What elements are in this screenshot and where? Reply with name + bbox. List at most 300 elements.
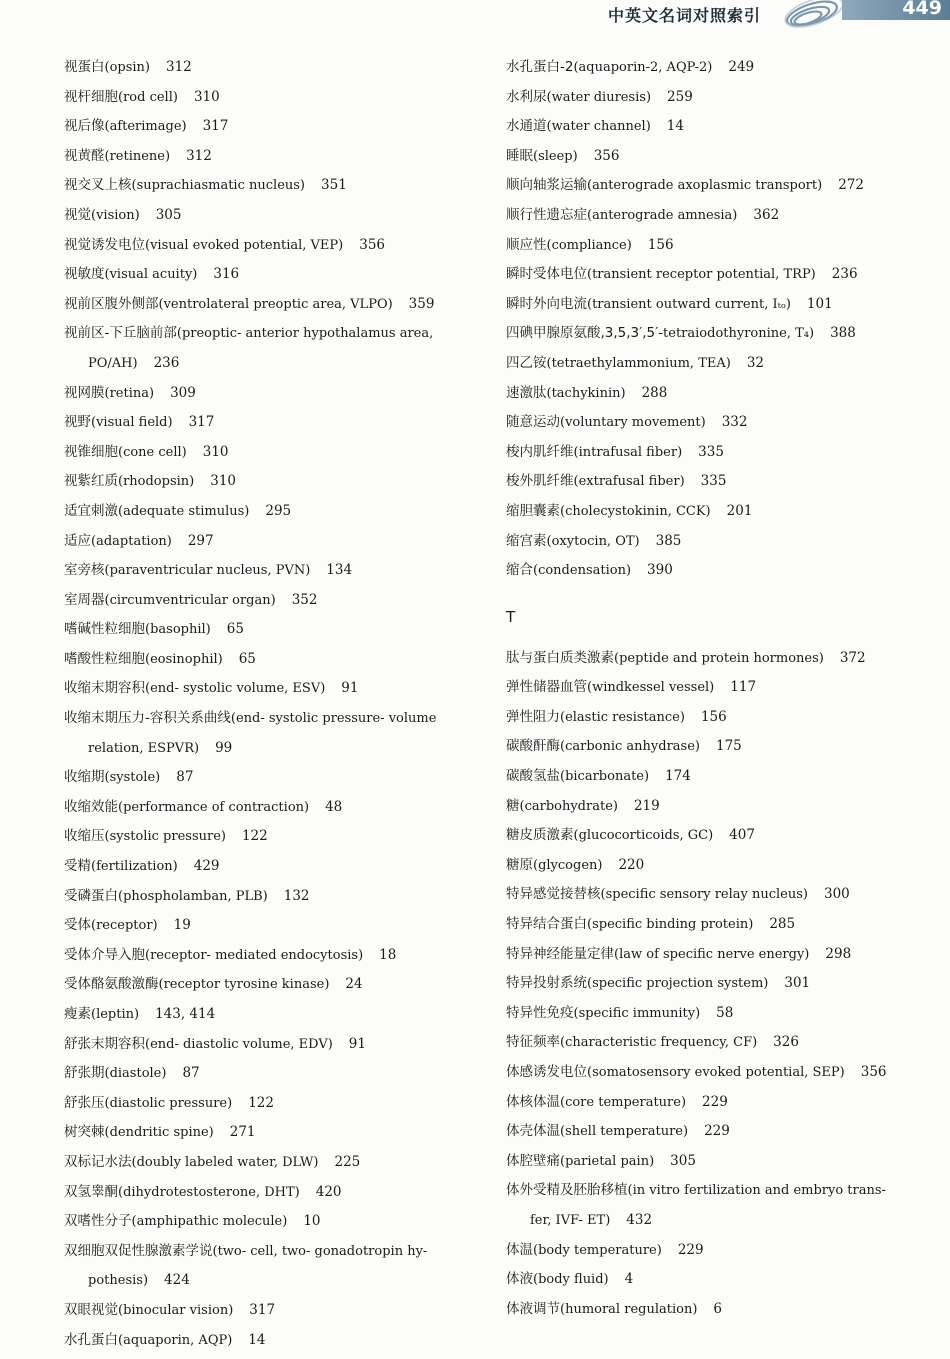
- entry-term-zh: 水孔蛋白: [64, 1331, 118, 1348]
- entry-page-number: 19: [173, 917, 191, 934]
- entry-page-number: 32: [746, 354, 765, 371]
- entry-term-zh: 舒张压: [64, 1094, 105, 1111]
- entry-term-zh: 嗜碱性粒细胞: [64, 621, 145, 638]
- entry-term-zh: 弹性阻力: [506, 708, 560, 725]
- index-entry: [64, 53, 489, 83]
- entry-page-number: 271: [229, 1124, 256, 1141]
- entry-page-number: 356: [593, 147, 620, 164]
- entry-term-zh: 水孔蛋白-2: [506, 59, 574, 75]
- index-entry: [64, 379, 489, 409]
- entry-term-en: (ventrolateral preoptic area, VLPO): [158, 296, 393, 312]
- entry-term-en: (dendritic spine): [104, 1125, 214, 1141]
- entry-term-zh: 室旁核: [64, 562, 105, 579]
- entry-page-number: 390: [647, 562, 673, 579]
- index-entry: [506, 349, 926, 379]
- entry-term-zh: 收缩效能: [64, 798, 118, 815]
- entry-page-number: 305: [155, 206, 182, 223]
- entry-page-number: 122: [248, 1094, 274, 1111]
- entry-term-zh: 特异神经能量定律: [506, 945, 614, 962]
- entry-continuation: [506, 1206, 926, 1236]
- entry-term-en: (somatosensory evoked potential, SEP): [587, 1065, 845, 1080]
- entry-term-zh: 适应: [64, 532, 91, 549]
- index-entry: [64, 1118, 489, 1148]
- entry-term-en: (receptor): [91, 918, 158, 934]
- entry-term-en: (vision): [91, 207, 140, 223]
- entry-term-zh: 双氢睾酮: [64, 1183, 118, 1200]
- entry-term-en: (diastole): [104, 1066, 167, 1082]
- entry-page-number: 174: [665, 768, 691, 785]
- entry-term-zh: 收缩压: [64, 828, 105, 845]
- entry-term-en: (performance of contraction): [118, 799, 310, 815]
- entry-term-en: (extrafusal fiber): [573, 474, 685, 490]
- entry-page-number: 310: [193, 88, 220, 105]
- entry-term-zh: 视锥细胞: [64, 443, 118, 460]
- index-entry: [506, 969, 926, 999]
- entry-page-number: 229: [677, 1241, 704, 1258]
- index-entry: [64, 1207, 489, 1237]
- entry-page-number: 317: [188, 414, 215, 431]
- entry-term-en: (oxytocin, OT): [546, 533, 640, 549]
- entry-continuation: [64, 1266, 489, 1296]
- entry-page-number: 288: [641, 384, 668, 401]
- index-entry: [64, 467, 489, 497]
- index-entry: [506, 497, 926, 527]
- entry-term-en: (shell temperature): [560, 1124, 689, 1140]
- entry-page-number: 424: [164, 1272, 190, 1289]
- entry-term-en-continued: PO/AH): [88, 355, 138, 371]
- index-entry: [64, 882, 489, 912]
- entry-term-zh: 缩胆囊素: [506, 502, 560, 519]
- entry-page-number: 117: [730, 679, 757, 696]
- entry-term-en: (intrafusal fiber): [573, 444, 683, 460]
- entry-term-en: (eosinophil): [145, 651, 223, 667]
- entry-term-en: (paraventricular nucleus, PVN): [104, 563, 311, 579]
- entry-term-en-continued: pothesis): [88, 1273, 149, 1289]
- entry-term-en: (anterograde amnesia): [587, 207, 738, 223]
- entry-term-en: (water channel): [546, 119, 651, 135]
- index-entry: [506, 527, 926, 557]
- index-entry: [506, 1176, 926, 1235]
- entry-term-zh: 速激肽: [506, 384, 547, 401]
- index-entry: [506, 142, 926, 172]
- entry-page-number: 134: [326, 562, 353, 579]
- entry-page-number: 156: [647, 236, 674, 253]
- index-entry: [506, 171, 926, 201]
- index-entry: [506, 1117, 926, 1147]
- entry-term-zh: 体外受精及胚胎移植: [506, 1182, 628, 1199]
- entry-term-en: (visual evoked potential, VEP): [145, 237, 344, 253]
- entry-term-en: (water diuresis): [546, 89, 652, 105]
- entry-term-en: (systolic pressure): [104, 829, 226, 845]
- entry-term-en: (receptor- mediated endocytosis): [145, 947, 364, 963]
- entry-term-zh: 舒张期: [64, 1065, 105, 1082]
- entry-term-en: (carbonic anhydrase): [560, 739, 700, 755]
- entry-page-number: 297: [187, 532, 214, 549]
- entry-continuation: [64, 349, 489, 379]
- index-entry: [64, 911, 489, 941]
- index-entry: [64, 941, 489, 971]
- entry-term-en: (law of specific nerve energy): [614, 946, 810, 962]
- entry-page-number: 225: [334, 1153, 361, 1170]
- entry-term-en: (suprachiasmatic nucleus): [131, 178, 306, 194]
- entry-page-number: 99: [215, 739, 233, 756]
- entry-term-en: (body fluid): [533, 1272, 609, 1288]
- entry-term-zh: 收缩末期压力-容积关系曲线: [64, 710, 231, 727]
- entry-term-en: (cholecystokinin, CCK): [560, 503, 711, 519]
- entry-term-en: (humoral regulation): [560, 1301, 698, 1317]
- entry-term-en: (bicarbonate): [560, 769, 650, 785]
- entry-term-en: (body temperature): [533, 1242, 662, 1258]
- entry-term-zh: 体壳体温: [506, 1123, 560, 1140]
- index-entry: [506, 1028, 926, 1058]
- entry-term-zh: 视杆细胞: [64, 88, 118, 105]
- index-entry: [64, 970, 489, 1000]
- entry-page-number: 332: [721, 414, 748, 431]
- entry-term-zh: 视后像: [64, 118, 105, 135]
- entry-term-en: (specific immunity): [573, 1005, 701, 1021]
- index-entry: [506, 673, 926, 703]
- index-entry: [506, 792, 926, 822]
- entry-term-en: (cone cell): [118, 444, 187, 460]
- entry-term-zh: 体核体温: [506, 1093, 560, 1110]
- entry-term-zh: 随意运动: [506, 414, 560, 431]
- entry-term-zh: 碳酸酐酶: [506, 738, 560, 755]
- entry-term-en: (binocular vision): [118, 1302, 234, 1318]
- index-entry: [64, 1178, 489, 1208]
- entry-term-zh: 受体介导入胞: [64, 946, 145, 963]
- entry-page-number: 352: [291, 591, 318, 608]
- index-entry: [506, 201, 926, 231]
- entry-page-number: 388: [830, 325, 856, 342]
- entry-page-number: 65: [226, 621, 244, 638]
- entry-term-en: (visual acuity): [104, 267, 198, 283]
- entry-page-number: 429: [193, 858, 220, 875]
- entry-term-en-continued: relation, ESPVR): [88, 740, 200, 756]
- entry-term-en: (core temperature): [560, 1094, 687, 1110]
- entry-page-number: 122: [241, 828, 268, 845]
- entry-page-number: 335: [700, 473, 727, 490]
- entry-term-en: (tetraethylammonium, TEA): [546, 355, 731, 371]
- entry-term-zh: 肽与蛋白质类激素: [506, 649, 614, 666]
- entry-term-zh: 受体: [64, 917, 91, 934]
- entry-term-zh: 受磷蛋白: [64, 887, 118, 904]
- entry-term-en: (parietal pain): [560, 1153, 655, 1169]
- entry-page-number: 309: [170, 384, 196, 401]
- index-entry: [506, 880, 926, 910]
- entry-term-en: (windkessel vessel): [587, 680, 715, 696]
- entry-term-zh: 视野: [64, 414, 91, 431]
- entry-page-number: 10: [303, 1213, 321, 1230]
- entry-page-number: 351: [321, 177, 347, 194]
- index-entry: [64, 793, 489, 823]
- entry-page-number: 175: [715, 738, 742, 755]
- swirl-logo-icon: [772, 0, 842, 36]
- entry-term-en: (transient outward current, Iₜₒ): [587, 296, 791, 312]
- index-entry: [64, 438, 489, 468]
- index-entry: [506, 1236, 926, 1266]
- entry-page-number: 356: [860, 1064, 887, 1080]
- entry-page-number: 420: [315, 1183, 342, 1200]
- index-entry: [506, 290, 926, 320]
- entry-page-number: 305: [670, 1152, 696, 1169]
- index-entry: [506, 851, 926, 881]
- entry-term-en: (circumventricular organ): [104, 592, 276, 608]
- index-entry: [64, 319, 489, 378]
- entry-term-zh: 特异性免疫: [506, 1004, 574, 1021]
- entry-term-en: (receptor tyrosine kinase): [158, 977, 330, 993]
- entry-term-zh: 特异感觉接替核: [506, 886, 601, 903]
- entry-page-number: 249: [728, 59, 755, 75]
- entry-term-zh: 碳酸氢盐: [506, 768, 560, 785]
- entry-page-number: 132: [283, 887, 310, 904]
- entry-term-zh: 四碘甲腺原氨酸,3,5,3′,5′-: [506, 325, 664, 342]
- entry-page-number: 4: [624, 1271, 634, 1288]
- entry-term-zh: 视觉: [64, 206, 91, 223]
- entry-term-zh: 缩宫素: [506, 532, 547, 549]
- entry-term-en: (rhodopsin): [118, 474, 195, 490]
- index-entry: [64, 497, 489, 527]
- entry-term-zh: 双细胞双促性腺激素学说: [64, 1242, 213, 1259]
- index-entry: [506, 53, 926, 83]
- index-entry: [64, 704, 489, 763]
- entry-term-zh: 瞬时外向电流: [506, 295, 587, 312]
- index-entry: [64, 83, 489, 113]
- entry-term-zh: 四乙铵: [506, 354, 547, 371]
- index-entry: [64, 674, 489, 704]
- entry-page-number: 310: [202, 443, 229, 460]
- index-entry: [64, 260, 489, 290]
- index-entry: [506, 703, 926, 733]
- entry-page-number: 285: [769, 916, 796, 933]
- entry-page-number: 24: [345, 976, 363, 993]
- entry-term-en: tetraiodothyronine, T₄): [663, 326, 815, 342]
- entry-term-en: (peptide and protein hormones): [614, 650, 824, 666]
- entry-term-en: (carbohydrate): [519, 798, 618, 814]
- entry-term-en: (specific sensory relay nucleus): [600, 887, 808, 903]
- index-entry: [506, 319, 926, 349]
- entry-term-zh: 收缩期: [64, 769, 105, 786]
- index-entry: [64, 171, 489, 201]
- index-entry: [64, 645, 489, 675]
- entry-page-number: 14: [248, 1331, 266, 1348]
- entry-term-en: (aquaporin-2, AQP-2): [573, 60, 713, 75]
- entry-term-en: (in vitro fertilization and embryo trans-: [627, 1183, 886, 1199]
- index-entry: [506, 379, 926, 409]
- index-entry: [506, 260, 926, 290]
- entry-term-zh: 水利尿: [506, 88, 547, 105]
- entry-page-number: 236: [153, 354, 180, 371]
- entry-page-number: 201: [726, 502, 753, 519]
- entry-term-en: (sleep): [533, 148, 578, 164]
- right-column: [506, 53, 926, 1324]
- entry-term-en: (systole): [104, 770, 161, 786]
- entry-page-number: 335: [698, 443, 724, 460]
- entry-term-en: (afterimage): [104, 119, 187, 135]
- entry-term-zh: 糖皮质激素: [506, 827, 574, 844]
- entry-term-en: (compliance): [546, 237, 632, 253]
- entry-term-en: (tachykinin): [546, 385, 626, 401]
- index-entry: [64, 1030, 489, 1060]
- entry-page-number: 372: [839, 649, 866, 666]
- entry-term-en: (elastic resistance): [560, 709, 685, 725]
- entry-term-en: (rod cell): [118, 89, 178, 105]
- entry-term-en: (aquaporin, AQP): [118, 1332, 233, 1348]
- entry-term-zh: 梭外肌纤维: [506, 473, 574, 490]
- entry-term-zh: 视网膜: [64, 384, 105, 401]
- index-entry: [64, 290, 489, 320]
- entry-term-zh: 糖原: [506, 856, 533, 873]
- entry-page-number: 312: [166, 59, 192, 75]
- entry-term-zh: 水通道: [506, 118, 547, 135]
- index-entry: [506, 231, 926, 261]
- index-entry: [506, 1088, 926, 1118]
- entry-term-zh: 顺行性遗忘症: [506, 206, 587, 223]
- entry-term-en: (characteristic frequency, CF): [560, 1035, 758, 1051]
- index-entry: [64, 1326, 489, 1356]
- entry-term-en-continued: fer, IVF- ET): [530, 1212, 611, 1228]
- left-column: [64, 53, 489, 1355]
- entry-page-number: 385: [655, 532, 682, 549]
- page-number: 449: [902, 0, 942, 19]
- index-entry: [506, 438, 926, 468]
- entry-term-en: (basophil): [145, 622, 211, 638]
- entry-page-number: 91: [348, 1035, 366, 1052]
- header-title: 中英文名词对照索引: [608, 6, 762, 25]
- entry-term-en: (diastolic pressure): [104, 1095, 233, 1111]
- entry-page-number: 310: [210, 473, 237, 490]
- entry-term-zh: 体液调节: [506, 1300, 560, 1317]
- index-entry: [506, 910, 926, 940]
- entry-term-en: (doubly labeled water, DLW): [131, 1154, 319, 1170]
- index-entry: [64, 763, 489, 793]
- entry-page-number: 316: [213, 266, 240, 283]
- entry-page-number: 229: [702, 1093, 728, 1110]
- index-entry: [64, 1296, 489, 1326]
- entry-term-zh: 体温: [506, 1241, 533, 1258]
- entry-page-number: 359: [408, 295, 435, 312]
- index-entry: [64, 586, 489, 616]
- index-entry: [506, 1147, 926, 1177]
- index-entry: [64, 527, 489, 557]
- entry-term-en: (visual field): [91, 415, 173, 431]
- entry-term-zh: 双眼视觉: [64, 1301, 118, 1318]
- entry-term-en: (retina): [104, 385, 155, 401]
- entry-term-zh: 视觉诱发电位: [64, 236, 145, 253]
- entry-term-zh: 特异投射系统: [506, 975, 587, 992]
- entry-page-number: 317: [249, 1301, 276, 1318]
- index-entry: [64, 1000, 489, 1030]
- index-entry: [64, 1237, 489, 1296]
- entry-term-zh: 睡眠: [506, 147, 533, 164]
- entry-page-number: 87: [176, 769, 194, 786]
- entry-term-zh: 特异结合蛋白: [506, 916, 587, 933]
- entry-page-number: 101: [806, 295, 833, 312]
- entry-term-en: (retinene): [104, 148, 171, 164]
- entry-page-number: 58: [716, 1004, 734, 1021]
- index-entry: [64, 556, 489, 586]
- entry-page-number: 87: [182, 1065, 200, 1082]
- index-entry: [64, 408, 489, 438]
- entry-page-number: 18: [379, 946, 397, 963]
- entry-term-en: (end- diastolic volume, EDV): [145, 1036, 333, 1052]
- entry-page-number: 272: [838, 177, 864, 194]
- entry-term-zh: 室周器: [64, 591, 105, 608]
- entry-term-en: (voluntary movement): [560, 415, 706, 431]
- index-entry: [506, 1295, 926, 1325]
- entry-term-zh: 视交叉上核: [64, 177, 132, 194]
- index-entry: [506, 821, 926, 851]
- entry-term-zh: 双标记水法: [64, 1153, 132, 1170]
- entry-term-zh: 受精: [64, 858, 91, 875]
- entry-page-number: 432: [626, 1211, 653, 1228]
- entry-term-en: (specific projection system): [587, 976, 769, 992]
- entry-term-en: (end- systolic pressure- volume: [230, 711, 437, 727]
- entry-page-number: 407: [729, 827, 755, 844]
- entry-term-zh: 顺应性: [506, 236, 547, 253]
- entry-page-number: 14: [666, 118, 684, 135]
- entry-page-number: 301: [784, 975, 811, 992]
- entry-page-number: 259: [667, 88, 693, 105]
- entry-page-number: 6: [713, 1300, 722, 1317]
- entry-term-en: (condensation): [533, 563, 632, 579]
- entry-term-zh: 梭内肌纤维: [506, 443, 574, 460]
- entry-term-zh: 瞬时受体电位: [506, 266, 587, 283]
- entry-page-number: 300: [824, 886, 850, 903]
- index-entry: [506, 762, 926, 792]
- index-entry: [506, 467, 926, 497]
- entry-term-zh: 舒张末期容积: [64, 1035, 145, 1052]
- entry-term-zh: 体液: [506, 1271, 533, 1288]
- index-entry: [64, 822, 489, 852]
- index-entry: [506, 83, 926, 113]
- entry-term-en: (transient receptor potential, TRP): [587, 267, 816, 283]
- entry-term-zh: 收缩末期容积: [64, 680, 145, 697]
- index-entry: [506, 999, 926, 1029]
- index-entry: [506, 112, 926, 142]
- entry-term-en: (dihydrotestosterone, DHT): [118, 1184, 300, 1200]
- entry-term-en: (phospholamban, PLB): [118, 888, 268, 904]
- index-entry: [64, 112, 489, 142]
- entry-term-zh: 嗜酸性粒细胞: [64, 650, 145, 667]
- entry-term-en: (opsin): [104, 60, 150, 75]
- entry-page-number: 220: [618, 856, 645, 873]
- entry-term-zh: 瘦素: [64, 1006, 91, 1022]
- entry-page-number: 48: [325, 798, 343, 815]
- entry-term-zh: 体感诱发电位: [506, 1064, 587, 1080]
- entry-page-number: 312: [186, 147, 212, 164]
- entry-term-zh: 视敏度: [64, 266, 105, 283]
- entry-page-number: 65: [238, 650, 256, 667]
- entry-term-zh: 视蛋白: [64, 59, 105, 75]
- entry-term-zh: 适宜刺激: [64, 502, 118, 519]
- entry-term-zh: 视前区腹外侧部: [64, 295, 159, 312]
- entry-term-en: (specific binding protein): [587, 917, 754, 933]
- entry-term-zh: 视前区-下丘脑前部: [64, 325, 177, 342]
- entry-term-zh: 体腔壁痛: [506, 1152, 560, 1169]
- index-entry: [64, 231, 489, 261]
- index-entry: [506, 940, 926, 970]
- entry-page-number: 229: [704, 1123, 730, 1140]
- entry-page-number: 91: [341, 680, 359, 697]
- entry-term-zh: 受体酪氨酸激酶: [64, 976, 159, 993]
- entry-term-zh: 特征频率: [506, 1034, 560, 1051]
- entry-term-en: (adaptation): [91, 533, 172, 549]
- entry-term-zh: 糖: [506, 797, 520, 814]
- entry-page-number: 317: [202, 118, 229, 135]
- entry-page-number: 156: [700, 708, 727, 725]
- entry-page-number: 362: [753, 206, 780, 223]
- entry-term-en: (glucocorticoids, GC): [573, 828, 714, 844]
